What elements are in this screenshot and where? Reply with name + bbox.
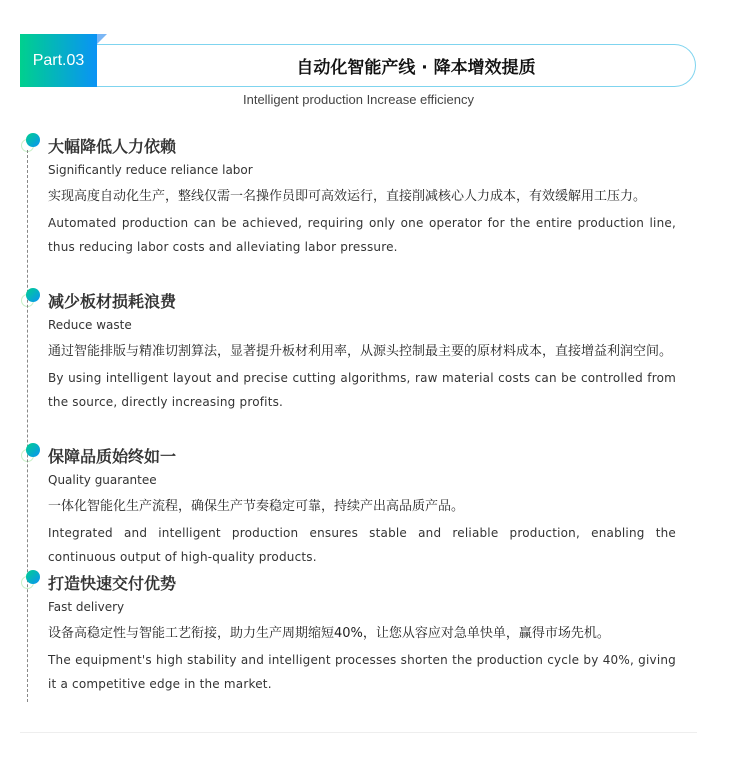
section-title: 减少板材损耗浪费 xyxy=(48,292,177,311)
timeline-dashed-line xyxy=(27,150,28,702)
section-body-cn: 实现高度自动化生产，整线仅需一名操作员即可高效运行，直接削减核心人力成本，有效缓解用工压力。 xyxy=(48,189,647,204)
section-labor xyxy=(48,137,676,259)
section-title-en: Quality guarantee xyxy=(48,473,157,487)
section-quality xyxy=(48,447,676,569)
section-title: 大幅降低人力依赖 xyxy=(48,137,177,156)
section-body-en: The equipment's high stability and intelligent processes shorten the production cycle by 40%, giving it a competitive edge in the market. xyxy=(48,653,676,691)
section-body-cn: 设备高稳定性与智能工艺衔接，助力生产周期缩短40%，让您从容应对急单快单，赢得市场先机。 xyxy=(48,626,610,641)
section-title-en: Fast delivery xyxy=(48,600,125,614)
section-delivery xyxy=(48,574,676,696)
timeline-dot-icon xyxy=(26,133,40,147)
part-badge: Part.03 xyxy=(20,34,97,87)
section-title: 打造快速交付优势 xyxy=(48,574,177,593)
page-subtitle: Intelligent production Increase efficiency xyxy=(242,92,474,107)
timeline-dot-icon xyxy=(26,288,40,302)
badge-corner-decoration xyxy=(97,34,107,44)
section-title-en: Significantly reduce reliance labor xyxy=(48,163,253,177)
section-body-en: Automated production can be achieved, requiring only one operator for the entire production line, thus reducing labor costs and alleviating labor pressure. xyxy=(48,216,676,254)
section-body-en: By using intelligent layout and precise cutting algorithms, raw material costs can be controlled from the source, directly increasing profits. xyxy=(48,371,676,409)
title-box xyxy=(97,44,696,87)
section-body-cn: 通过智能排版与精准切割算法，显著提升板材利用率，从源头控制最主要的原材料成本，直接增益利润空间。 xyxy=(48,344,673,359)
section-waste xyxy=(48,292,676,414)
section-title-en: Reduce waste xyxy=(48,318,132,332)
timeline-dot-icon xyxy=(26,570,40,584)
section-title: 保障品质始终如一 xyxy=(48,447,177,466)
timeline-dot-icon xyxy=(26,443,40,457)
page-title: 自动化智能产线 · 降本增效提质 xyxy=(296,58,536,78)
section-body-cn: 一体化智能化生产流程，确保生产节奏稳定可靠，持续产出高品质产品。 xyxy=(48,499,465,514)
section-body-en: Integrated and intelligent production ensures stable and reliable production, enabling the continuous output of high-quality products. xyxy=(48,526,676,564)
bottom-divider xyxy=(20,732,697,733)
